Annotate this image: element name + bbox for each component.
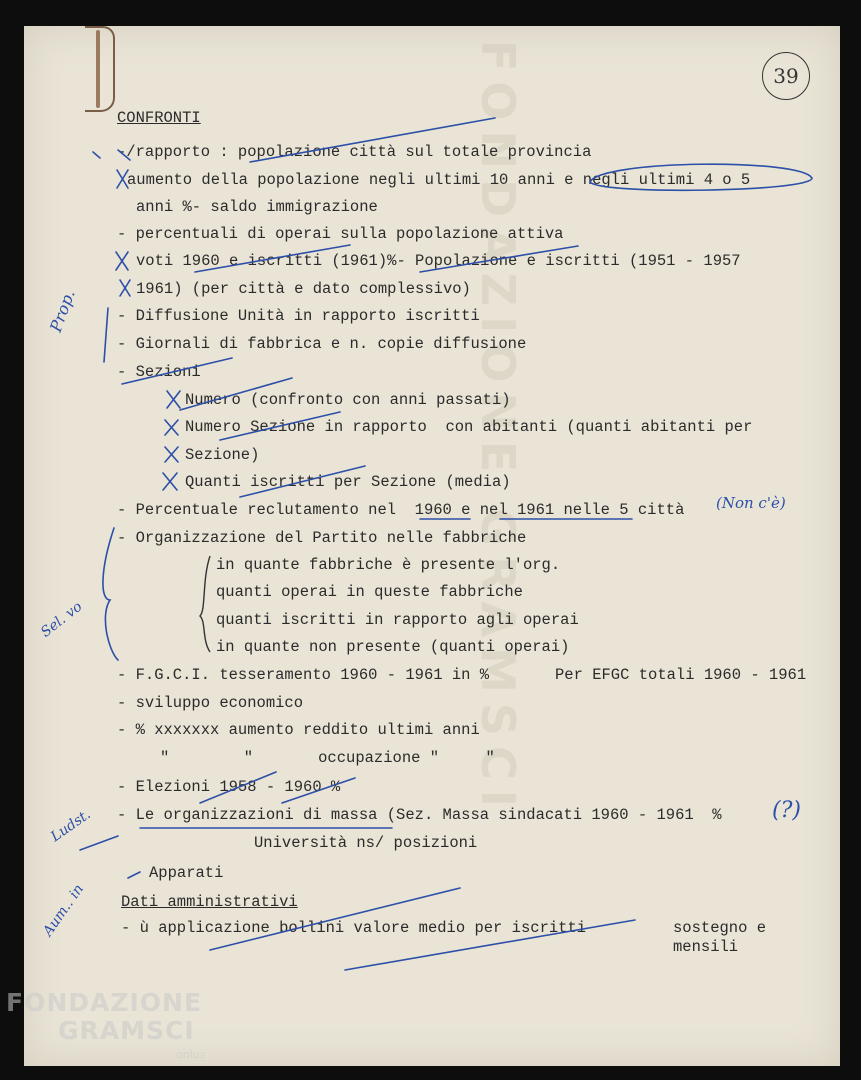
typed-line-12: Sezione): [185, 446, 260, 464]
annotation-query: (?): [772, 798, 801, 823]
typed-line-15: - Organizzazione del Partito nelle fabbriche: [117, 529, 527, 547]
typed-line-13: Quanti iscritti per Sezione (media): [185, 473, 511, 491]
typed-line-20: - F.G.C.I. tesseramento 1960 - 1961 in %: [117, 666, 490, 684]
typed-line-25: - Elezioni 1958 - 1960 %: [117, 778, 341, 796]
typed-line-31: sostegno e: [673, 919, 767, 937]
typed-line-22: - sviluppo economico: [117, 694, 304, 712]
typed-line-19: in quante non presente (quanti operai): [216, 638, 570, 656]
typed-line-4: - percentuali di operai sulla popolazione attiva: [117, 225, 564, 243]
page-number-text: 39: [773, 64, 799, 88]
typed-line-9: - Sezioni: [117, 363, 201, 381]
annotation-aum: Aum.. in: [40, 881, 88, 940]
typed-line-18: quanti iscritti in rapporto agli operai: [216, 611, 579, 629]
typed-line-17: quanti operai in queste fabbriche: [216, 583, 523, 601]
typed-line-1: -/rapporto : popolazione città sul totale provincia: [117, 143, 592, 161]
typed-line-3: anni %- saldo immigrazione: [136, 198, 378, 216]
typed-line-5: voti 1960 e iscritti (1961)%- Popolazione e iscritti (1951 - 1957: [136, 252, 741, 270]
typed-line-30: - ù applicazione bollini valore medio per iscritti: [121, 919, 587, 937]
typed-line-28: Apparati: [149, 864, 224, 882]
typed-line-14: - Percentuale reclutamento nel 1960 e nel 1961 nelle 5 città: [117, 501, 685, 519]
typed-line-11: Numero Sezione in rapporto con abitanti (quanti abitanti per: [185, 418, 753, 436]
typed-line-8: - Giornali di fabbrica e n. copie diffusione: [117, 335, 527, 353]
staple-edge: [96, 30, 100, 108]
typed-line-27: Università ns/ posizioni: [254, 834, 478, 852]
heading: CONFRONTI: [117, 109, 201, 127]
typed-line-7: - Diffusione Unità in rapporto iscritti: [117, 307, 480, 325]
typed-line-16: in quante fabbriche è presente l'org.: [216, 556, 561, 574]
typed-line-21: Per EFGC totali 1960 - 1961: [555, 666, 807, 684]
staple-mark: [85, 26, 115, 112]
footer-logo-line1: FONDAZIONE: [6, 988, 203, 1017]
typed-line-29: Dati amministrativi: [121, 893, 298, 911]
annotation-prop: Prop.: [46, 287, 79, 335]
typed-line-24: " " occupazione " ": [160, 749, 495, 767]
annotation-non-ce: (Non c'è): [716, 494, 786, 512]
typed-line-6: 1961) (per città e dato complessivo): [136, 280, 471, 298]
footer-logo-line3: onlus: [176, 1048, 206, 1061]
annotation-ludi: Ludst.: [48, 806, 94, 846]
page-number: [762, 52, 810, 100]
annotation-sel: Sel. vo: [38, 598, 86, 641]
footer-logo-line2: GRAMSCI: [58, 1016, 195, 1045]
typed-line-23: - % xxxxxxx aumento reddito ultimi anni: [117, 721, 480, 739]
typed-line-32: mensili: [673, 938, 739, 956]
typed-line-26: - Le organizzazioni di massa (Sez. Massa sindacati 1960 - 1961 %: [117, 806, 722, 824]
typed-line-10: Numero (confronto con anni passati): [185, 391, 511, 409]
typed-line-2: aumento della popolazione negli ultimi 10 anni e negli ultimi 4 o 5: [127, 171, 751, 189]
